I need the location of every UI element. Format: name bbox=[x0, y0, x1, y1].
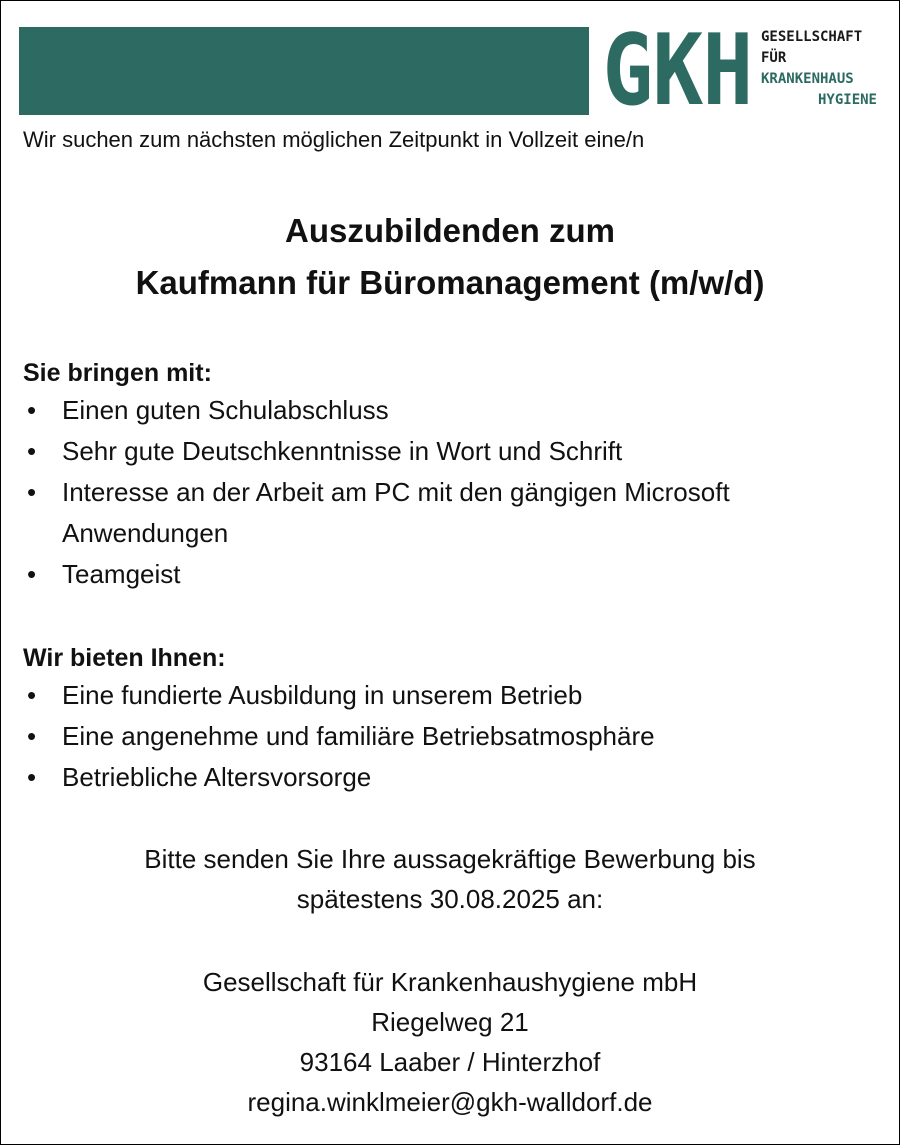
logo-letter-g: G bbox=[602, 14, 652, 128]
intro-text: Wir suchen zum nächsten möglichen Zeitpunkt in Vollzeit eine/n bbox=[23, 127, 645, 152]
logo-letter-k: K bbox=[652, 14, 702, 128]
offer-list bbox=[23, 675, 843, 798]
list-item: • Interesse an der Arbeit am PC mit den gängigen Microsoft Anwendungen bbox=[23, 472, 783, 554]
job-title-line1: Auszubildenden zum bbox=[285, 212, 615, 249]
list-item: • Einen guten Schulabschluss bbox=[23, 390, 783, 431]
logo-wordmark bbox=[761, 27, 877, 111]
logo-letter-h: H bbox=[702, 14, 752, 128]
requirements-list bbox=[23, 390, 783, 595]
job-title-line2: Kaufmann für Büromanagement (m/w/d) bbox=[135, 264, 765, 301]
logo-word-krankenhaus: KRANKENHAUS bbox=[761, 71, 854, 87]
job-title bbox=[1, 205, 899, 309]
list-item: • Sehr gute Deutschkenntnisse in Wort und Schrift bbox=[23, 431, 783, 472]
offer-heading: Wir bieten Ihnen: bbox=[23, 644, 226, 672]
logo-word-hygiene: HYGIENE bbox=[817, 92, 877, 108]
list-item: • Betriebliche Altersvorsorge bbox=[23, 757, 843, 798]
requirements-heading: Sie bringen mit: bbox=[23, 359, 212, 387]
contact-street: Riegelweg 21 bbox=[371, 1007, 529, 1037]
contact-company: Gesellschaft für Krankenhaushygiene mbH bbox=[202, 967, 698, 997]
gkh-logo bbox=[599, 14, 752, 128]
contact-city: 93164 Laaber / Hinterzhof bbox=[299, 1047, 601, 1077]
header-banner bbox=[19, 27, 589, 115]
list-item: • Eine fundierte Ausbildung in unserem Betrieb bbox=[23, 675, 843, 716]
contact-block bbox=[1, 962, 899, 1122]
contact-email[interactable]: regina.winklmeier@gkh-walldorf.de bbox=[247, 1087, 653, 1117]
list-item: • Teamgeist bbox=[23, 554, 783, 595]
logo-word-fuer: FÜR bbox=[761, 50, 787, 66]
logo-word-gesellschaft: GESELLSCHAFT bbox=[761, 29, 863, 45]
list-item: • Eine angenehme und familiäre Betriebsatmosphäre bbox=[23, 716, 843, 757]
application-instructions bbox=[1, 839, 899, 919]
application-line1: Bitte senden Sie Ihre aussagekräftige Bewerbung bis bbox=[144, 844, 756, 874]
application-line2: spätestens 30.08.2025 an: bbox=[296, 884, 604, 914]
